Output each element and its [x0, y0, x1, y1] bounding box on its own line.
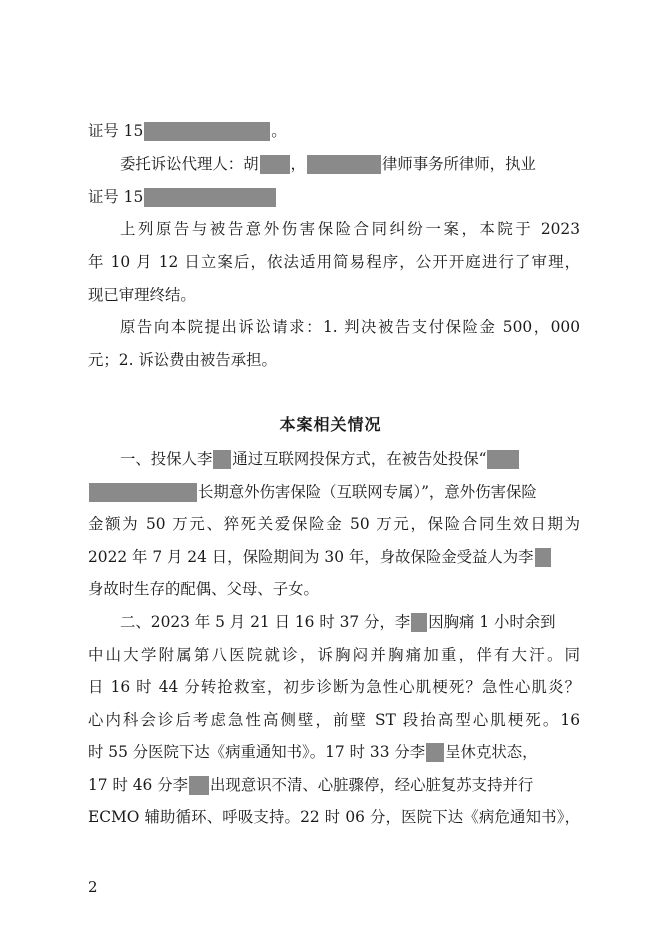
- agent-line: [120, 151, 580, 177]
- claim-paragraph-line: 元；2. 诉讼费由被告承担。: [88, 351, 277, 369]
- item2-line: 心内科会诊后考虑急性高侧壁，前壁 ST 段抬高型心肌梗死。16: [88, 711, 580, 729]
- item2-line: [88, 772, 580, 798]
- section-heading: 本案相关情况: [279, 415, 382, 434]
- text: 证号 15: [88, 188, 144, 206]
- page-number: 2: [88, 878, 98, 896]
- text: 委托诉讼代理人：胡: [120, 155, 259, 173]
- text: 二、2023 年 5 月 21 日 16 时 37 分，李: [120, 613, 411, 631]
- redaction-block: [487, 450, 519, 469]
- cert-number-line-1: [88, 118, 580, 144]
- item1-line: [88, 544, 580, 570]
- item2-line: ECMO 辅助循环、呼吸支持。22 时 06 分，医院下达《病危通知书》，: [88, 808, 580, 826]
- item2-line: [88, 739, 580, 765]
- case-paragraph-line: 上列原告与被告意外伤害保险合同纠纷一案，本院于 2023: [120, 220, 580, 238]
- text: ，: [290, 155, 306, 173]
- redaction-block: [213, 450, 231, 469]
- text: 2022 年 7 月 24 日，保险期间为 30 年，身故保险金受益人为李: [88, 548, 534, 566]
- item2-line: 日 16 时 44 分转抢救室，初步诊断为急性心肌梗死？急性心肌炎？: [88, 678, 580, 696]
- redaction-block: [426, 743, 444, 762]
- redaction-block: [89, 483, 197, 502]
- redaction-block: [144, 122, 270, 141]
- text: 。: [271, 122, 287, 140]
- item1-line: 身故时生存的配偶、父母、子女。: [88, 580, 319, 598]
- item1-line: 金额为 50 万元、猝死关爱保险金 50 万元，保险合同生效日期为: [88, 515, 580, 533]
- redaction-block: [260, 155, 290, 174]
- text: 17 时 46 分李: [88, 776, 189, 794]
- text: 长期意外伤害保险（互联网专属）”，意外伤害保险: [198, 483, 537, 501]
- redaction-block: [307, 155, 381, 174]
- cert-number-line-2: [88, 184, 580, 210]
- redaction-block: [144, 188, 276, 207]
- text: 证号 15: [88, 122, 144, 140]
- redaction-block: [189, 776, 209, 795]
- case-paragraph-line: 现已审理终结。: [88, 286, 196, 304]
- text: 通过互联网投保方式，在被告处投保“: [232, 450, 487, 468]
- text: 呈休克状态，: [445, 743, 538, 761]
- redaction-block: [535, 548, 551, 567]
- item2-line: [120, 609, 580, 635]
- case-paragraph-line: 年 10 月 12 日立案后，依法适用简易程序，公开开庭进行了审理，: [88, 253, 580, 271]
- text: 律师事务所律师，执业: [381, 155, 536, 173]
- item1-line: [120, 446, 580, 472]
- text: 出现意识不清、心脏骤停，经心脏复苏支持并行: [210, 776, 534, 794]
- claim-paragraph-line: 原告向本院提出诉讼请求：1. 判决被告支付保险金 500，000: [120, 318, 580, 336]
- item2-line: 中山大学附属第八医院就诊，诉胸闷并胸痛加重，伴有大汗。同: [88, 646, 580, 664]
- text: 因胸痛 1 小时余到: [428, 613, 556, 631]
- item1-line: [88, 479, 580, 505]
- text: 一、投保人李: [120, 450, 213, 468]
- text: 时 55 分医院下达《病重通知书》。17 时 33 分李: [88, 743, 426, 761]
- redaction-block: [411, 613, 427, 632]
